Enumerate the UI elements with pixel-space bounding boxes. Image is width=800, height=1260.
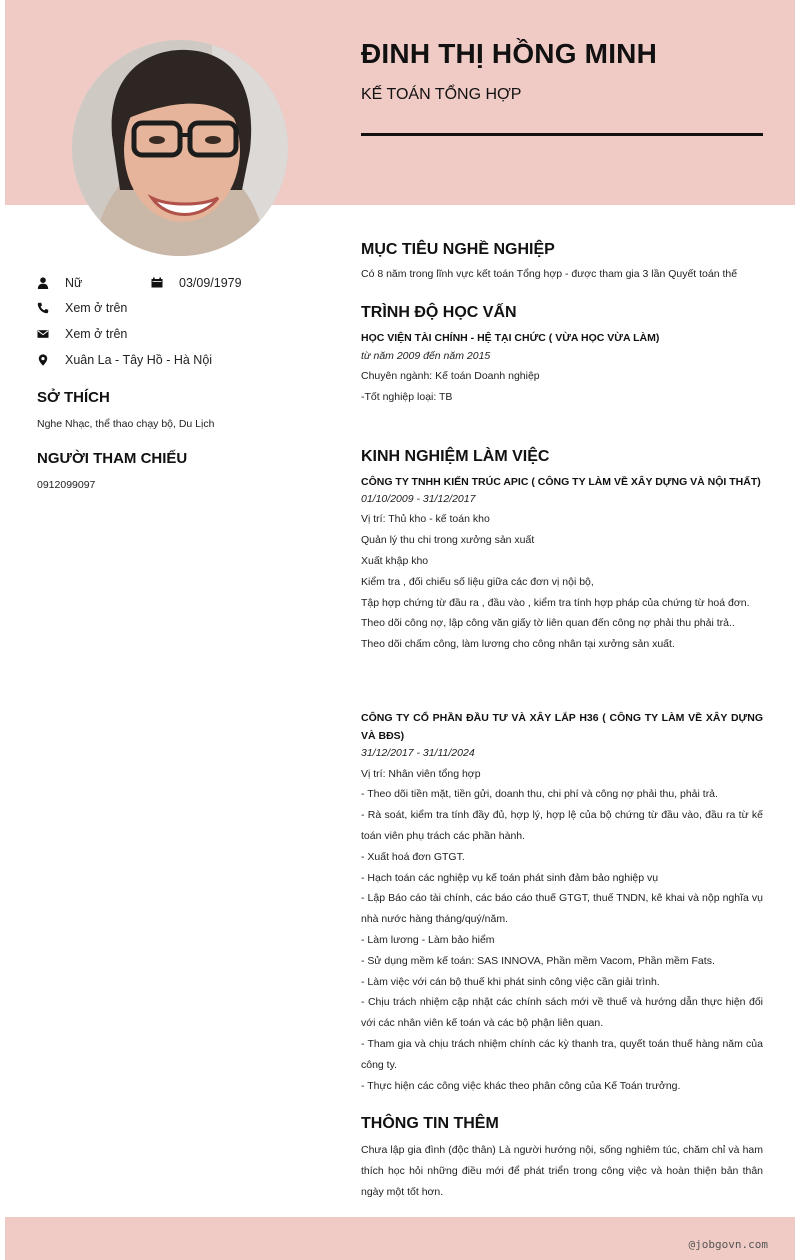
experience-heading: KINH NGHIỆM LÀM VIỆC bbox=[361, 448, 550, 465]
hobbies-text: Nghe Nhạc, thể thao chạy bộ, Du Lịch bbox=[37, 418, 215, 430]
job-line: - Thực hiện các công việc khác theo phân công của Kế Toán trưởng. bbox=[361, 1080, 681, 1092]
job-period: 31/12/2017 - 31/11/2024 bbox=[361, 747, 475, 759]
email-row bbox=[37, 327, 127, 341]
birthday-value: 03/09/1979 bbox=[179, 276, 242, 290]
education-period: từ năm 2009 đến năm 2015 bbox=[361, 350, 491, 362]
footer-watermark: @jobgovn.com bbox=[688, 1238, 768, 1251]
additional-heading: THÔNG TIN THÊM bbox=[361, 1115, 499, 1132]
job-line: - Lập Báo cáo tài chính, các báo cáo thuế GTGT, thuế TNDN, kê khai và nộp nghĩa vụ nhà nước hàng tháng/quý/năm. bbox=[361, 892, 763, 925]
job-line: Theo dõi công nợ, lập công văn giấy tờ liên quan đến công nợ phải thu phải trả.. bbox=[361, 617, 735, 629]
job-line: - Xuất hoá đơn GTGT. bbox=[361, 851, 465, 863]
profile-photo bbox=[72, 40, 288, 256]
address-value: Xuân La - Tây Hồ - Hà Nội bbox=[65, 353, 213, 367]
job-line: Vị trí: Thủ kho - kế toán kho bbox=[361, 513, 490, 525]
education-line: -Tốt nghiệp loại: TB bbox=[361, 391, 453, 403]
location-pin-icon bbox=[37, 354, 49, 366]
job-period: 01/10/2009 - 31/12/2017 bbox=[361, 493, 476, 505]
job-line: Tập hợp chứng từ đầu ra , đầu vào , kiểm tra tính hợp pháp của chứng từ hoá đơn. bbox=[361, 597, 750, 609]
reference-text: 0912099097 bbox=[37, 479, 96, 491]
phone-icon bbox=[37, 302, 49, 314]
footer-band bbox=[5, 1217, 795, 1260]
job-line: Vị trí: Nhân viên tổng hợp bbox=[361, 768, 481, 780]
email-value: Xem ở trên bbox=[65, 327, 128, 341]
job-line: - Sử dụng mềm kế toán: SAS INNOVA, Phần mềm Vacom, Phần mềm Fats. bbox=[361, 955, 715, 967]
objective-text: Có 8 năm trong lĩnh vực kết toán Tổng hợp - được tham gia 3 lần Quyết toán thế bbox=[361, 268, 738, 280]
additional-text: Chưa lập gia đình (độc thân) Là người hướng nội, sống nghiêm túc, chăm chỉ và ham thích học hỏi những điều mới để phát triển trong công việc và hoàn thiện bản thân ngày một tốt hơn. bbox=[361, 1144, 763, 1198]
candidate-role: KẾ TOÁN TỔNG HỢP bbox=[361, 86, 522, 103]
header-divider bbox=[361, 133, 763, 136]
candidate-name: ĐINH THỊ HỒNG MINH bbox=[361, 38, 658, 69]
job-line: - Chịu trách nhiệm cập nhật các chính sách mới về thuế và hướng dẫn thực hiện đối với các nhân viên kế toán và các bộ phận liên quan. bbox=[361, 996, 763, 1029]
job-company: CÔNG TY TNHH KIẾN TRÚC APIC ( CÔNG TY LÀM VỀ XÂY DỰNG VÀ NỘI THẤT) bbox=[361, 476, 761, 488]
job-line: - Hạch toán các nghiệp vụ kế toán phát sinh đảm bảo nghiệp vụ bbox=[361, 872, 659, 884]
job-line: - Tham gia và chịu trách nhiệm chính các kỳ thanh tra, quyết toán thuế hàng năm của công ty. bbox=[361, 1038, 763, 1071]
gender-row bbox=[37, 276, 82, 290]
education-line: Chuyên ngành: Kế toán Doanh nghiệp bbox=[361, 370, 540, 382]
job-line: Quản lý thu chi trong xưởng sản xuất bbox=[361, 534, 535, 546]
mail-icon bbox=[37, 328, 49, 340]
job-line: - Làm việc với cán bộ thuế khi phát sinh công việc cần giải trình. bbox=[361, 976, 660, 988]
job-line: - Làm lương - Làm bảo hiểm bbox=[361, 934, 495, 946]
profile-photo-illustration bbox=[72, 40, 288, 256]
reference-heading: NGƯỜI THAM CHIẾU bbox=[37, 450, 188, 467]
education-heading: TRÌNH ĐỘ HỌC VẤN bbox=[361, 304, 517, 321]
job-line: Xuất khập kho bbox=[361, 555, 429, 567]
address-row bbox=[37, 353, 212, 367]
job-line: - Theo dõi tiền mặt, tiền gửi, doanh thu, chi phí và công nợ phải thu, phải trả. bbox=[361, 788, 718, 800]
cv-page bbox=[5, 0, 795, 1260]
job-company: CÔNG TY CỔ PHẦN ĐẦU TƯ VÀ XÂY LẮP H36 ( CÔNG TY LÀM VỀ XÂY DỰNG VÀ BĐS) bbox=[361, 712, 763, 742]
hobbies-heading: SỞ THÍCH bbox=[37, 389, 110, 406]
calendar-icon bbox=[151, 277, 163, 289]
objective-heading: MỤC TIÊU NGHỀ NGHIỆP bbox=[361, 241, 555, 258]
gender-value: Nữ bbox=[65, 276, 83, 290]
phone-row bbox=[37, 301, 127, 315]
birthday-row bbox=[151, 276, 242, 290]
job-line: Kiểm tra , đối chiếu số liệu giữa các đơn vị nội bộ, bbox=[361, 576, 594, 588]
person-icon bbox=[37, 277, 49, 289]
job-line: Theo dõi chấm công, làm lương cho công nhân tại xưởng sản xuất. bbox=[361, 638, 675, 650]
phone-value: Xem ở trên bbox=[65, 301, 128, 315]
education-school: HỌC VIỆN TÀI CHÍNH - HỆ TẠI CHỨC ( VỪA HỌC VỪA LÀM) bbox=[361, 332, 660, 344]
job-line: - Rà soát, kiểm tra tính đầy đủ, hợp lý, hợp lệ của bộ chứng từ đầu vào, đầu ra từ kế toán viên phụ trách các phần hành. bbox=[361, 809, 763, 842]
